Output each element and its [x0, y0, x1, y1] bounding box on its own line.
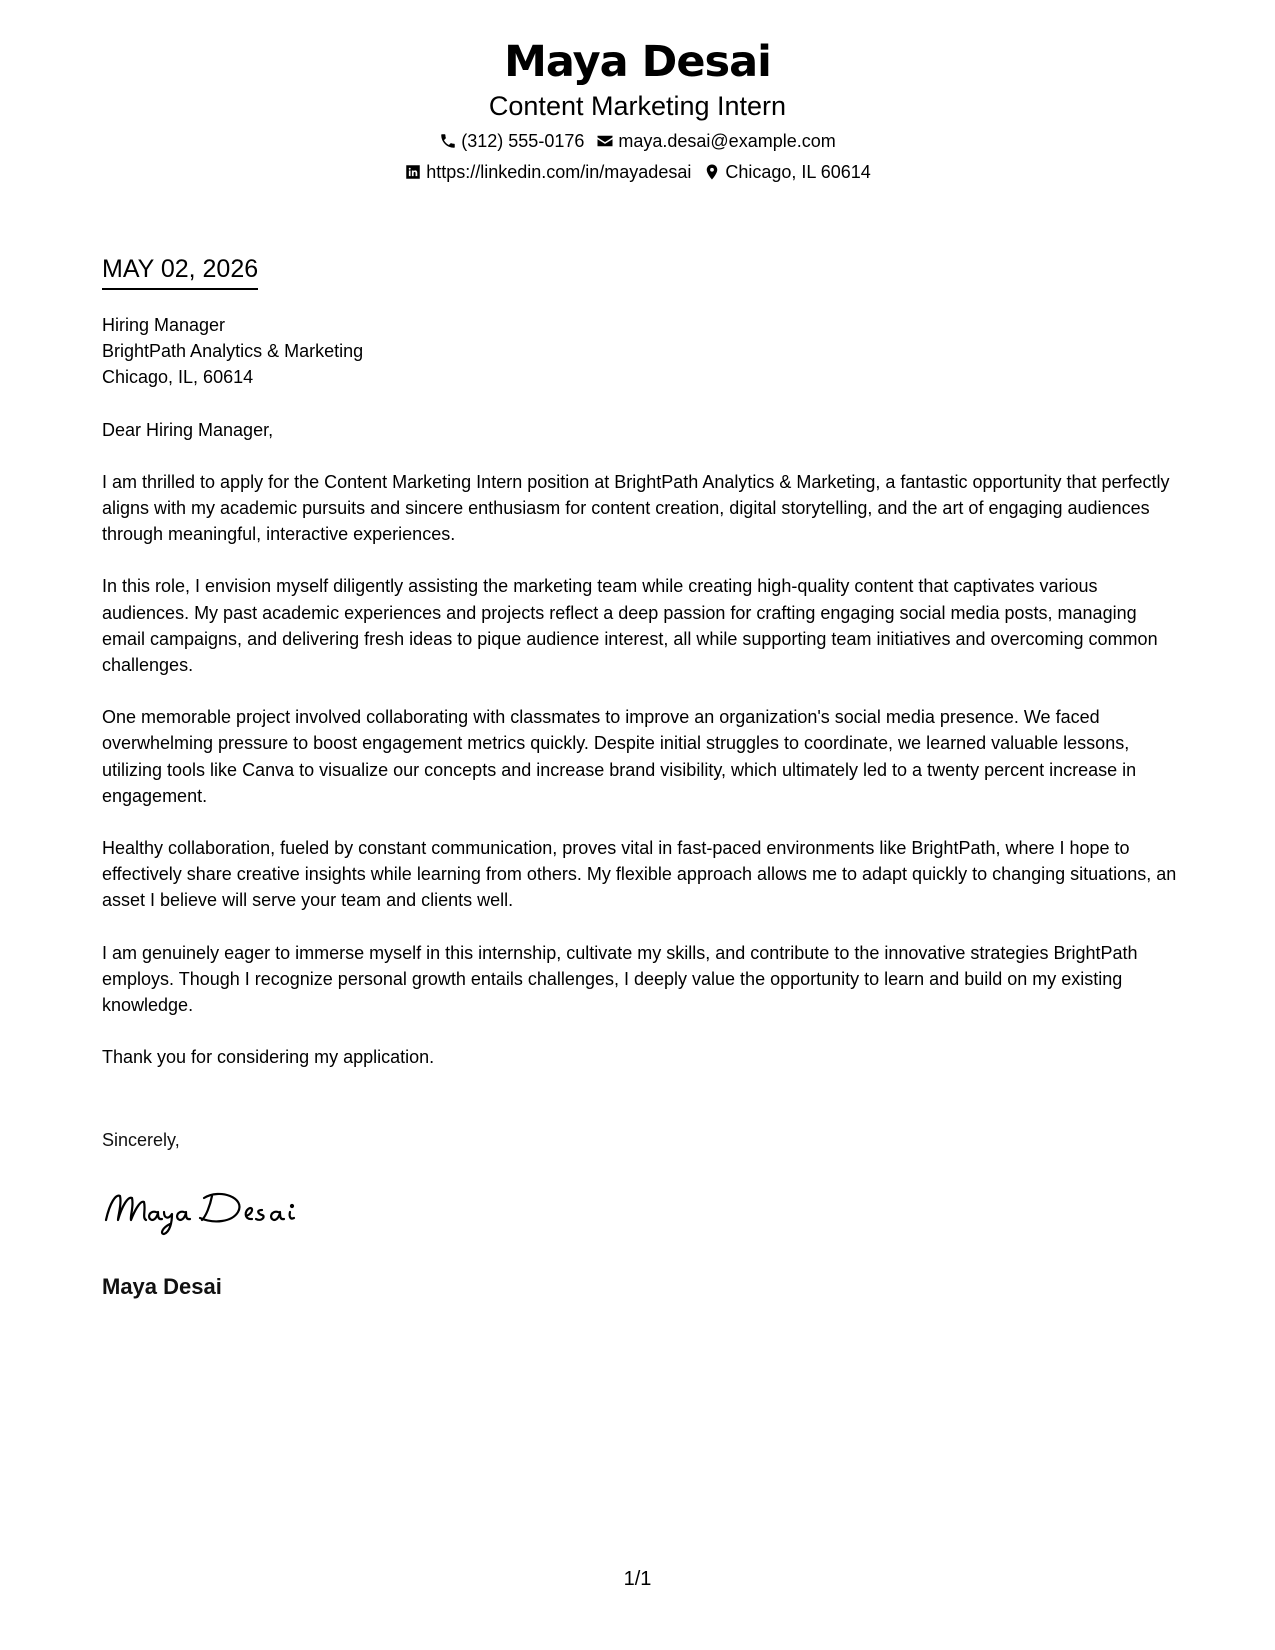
letter-date: MAY 02, 2026 [102, 254, 258, 290]
letter-header [0, 36, 1275, 183]
envelope-icon [596, 132, 614, 150]
contact-row-1 [0, 130, 1275, 152]
paragraph: I am genuinely eager to immerse myself in this internship, cultivate my skills, and contribute to the innovative strategies BrightPath employs. Though I recognize personal growth entails challenges, I deeply value the opportunity to learn and build on my existing knowledge. [102, 942, 1138, 1016]
linkedin-icon [404, 163, 422, 181]
contact-location [703, 161, 870, 183]
signature-image [100, 1182, 310, 1242]
paragraph: Healthy collaboration, fueled by constant communication, proves vital in fast-paced environments like BrightPath, where I hope to effectively share creative insights while learning from others. My flexible approach allows me to adapt quickly to changing situations, an asset I believe will serve your team and clients well. [102, 838, 1177, 911]
paragraph: One memorable project involved collaborating with classmates to improve an organization's social media presence. We faced overwhelming pressure to boost engagement metrics quickly. Despite initial struggles to coordinate, we learned valuable lessons, utilizing tools like Canva to visualize our concepts and increase brand visibility, which ultimately led to a twenty percent increase in engagement. [102, 707, 1137, 806]
paragraph: In this role, I envision myself diligently assisting the marketing team while creating high-quality content that captivates various audiences. My past academic experiences and projects reflect a deep passion for crafting engaging social media posts, managing email campaigns, and delivering fresh ideas to pique audience interest, all while supporting team initiatives and overcoming common challenges. [102, 576, 1158, 676]
location-text: Chicago, IL 60614 [725, 162, 871, 182]
salutation: Dear Hiring Manager, [102, 419, 274, 440]
applicant-name: Maya Desai [504, 37, 771, 87]
paragraph: I am thrilled to apply for the Content Marketing Intern position at BrightPath Analytics & Marketing, a fantastic opportunity that perfectly aligns with my academic pursuits and sincere enthusiasm for content creation, digital storytelling, and the art of engaging audiences through meaningful, interactive experiences. [102, 471, 1170, 545]
phone-text: (312) 555-0176 [461, 131, 585, 151]
recipient-company: BrightPath Analytics & Marketing [102, 341, 364, 362]
phone-icon [439, 132, 457, 150]
closing: Sincerely, [102, 1130, 180, 1150]
page-number: 1/1 [623, 1568, 652, 1590]
contact-row-2 [0, 161, 1275, 183]
map-marker-icon [703, 163, 721, 181]
applicant-role: Content Marketing Intern [488, 91, 787, 121]
recipient-city: Chicago, IL, 60614 [102, 367, 254, 388]
email-text: maya.desai@example.com [618, 131, 836, 151]
letter-body [102, 312, 1182, 1070]
recipient-title: Hiring Manager [102, 315, 226, 335]
recipient-block [102, 312, 1182, 391]
signature-name: Maya Desai [102, 1274, 222, 1299]
linkedin-text: https://linkedin.com/in/mayadesai [426, 162, 692, 182]
contact-email[interactable] [596, 130, 835, 152]
closing-paragraph: Thank you for considering my application. [102, 1047, 435, 1068]
contact-phone[interactable] [439, 130, 584, 152]
contact-linkedin[interactable] [404, 161, 691, 183]
